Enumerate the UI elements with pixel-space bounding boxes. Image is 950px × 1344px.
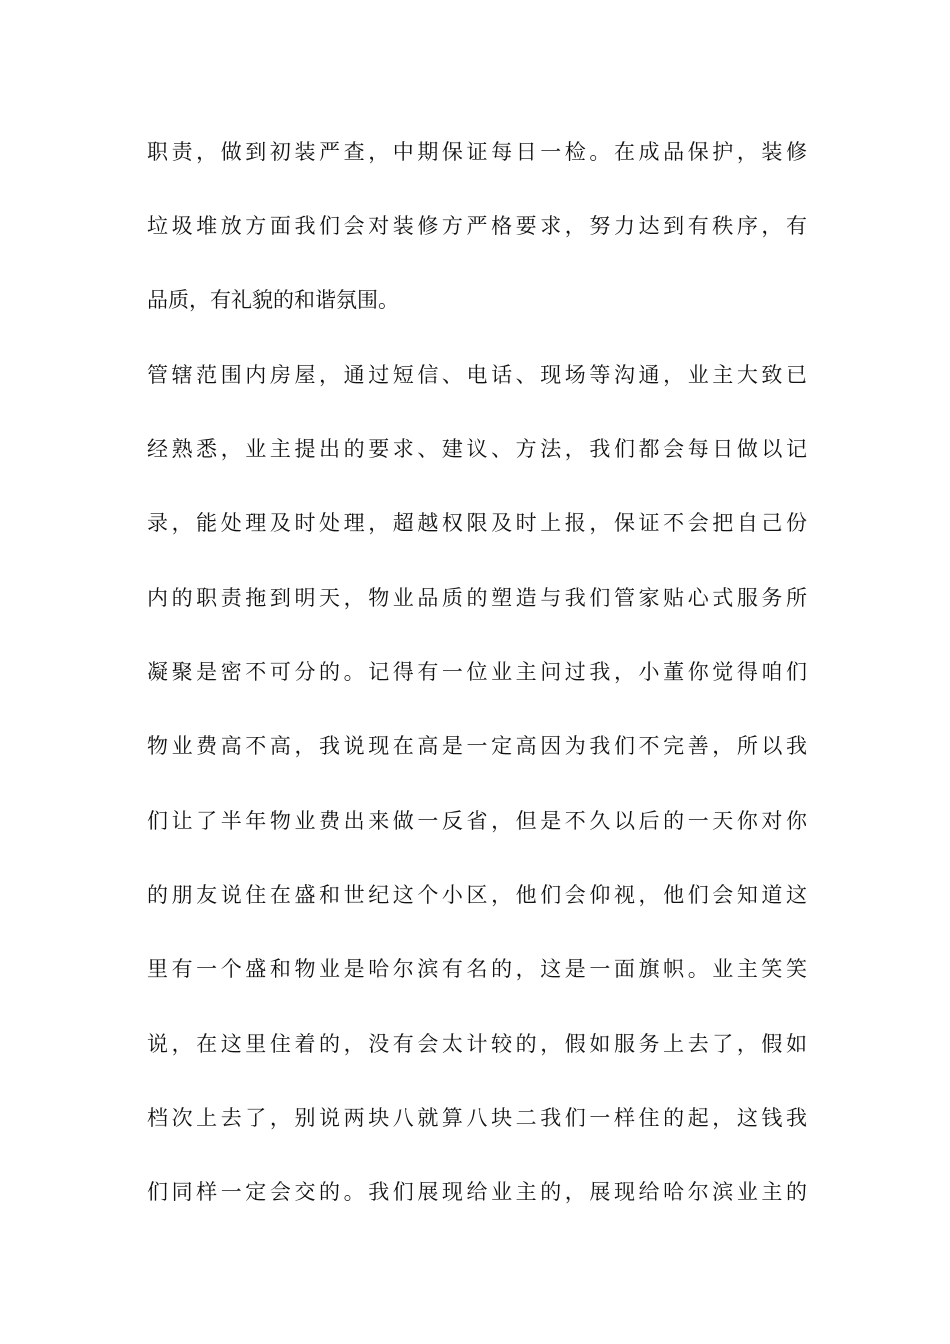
paragraph-line: 垃圾堆放方面我们会对装修方严格要求，努力达到有秩序，有 bbox=[147, 214, 807, 238]
paragraph-line: 们让了半年物业费出来做一反省，但是不久以后的一天你对你 bbox=[147, 809, 807, 833]
paragraph-line: 凝聚是密不可分的。记得有一位业主问过我，小董你觉得咱们 bbox=[147, 660, 807, 684]
paragraph-line: 品质，有礼貌的和谐氛围。 bbox=[147, 288, 399, 312]
paragraph-line: 的朋友说住在盛和世纪这个小区，他们会仰视，他们会知道这 bbox=[147, 883, 807, 907]
paragraph-line: 们同样一定会交的。我们展现给业主的，展现给哈尔滨业主的 bbox=[147, 1180, 807, 1204]
paragraph-line: 录，能处理及时处理，超越权限及时上报，保证不会把自己份 bbox=[147, 511, 807, 535]
paragraph-line: 档次上去了，别说两块八就算八块二我们一样住的起，这钱我 bbox=[147, 1106, 807, 1130]
paragraph-line: 物业费高不高，我说现在高是一定高因为我们不完善，所以我 bbox=[147, 734, 807, 758]
paragraph-line: 里有一个盛和物业是哈尔滨有名的，这是一面旗帜。业主笑笑 bbox=[147, 957, 807, 981]
paragraph-line: 说，在这里住着的，没有会太计较的，假如服务上去了，假如 bbox=[147, 1032, 807, 1056]
paragraph-line: 内的职责拖到明天，物业品质的塑造与我们管家贴心式服务所 bbox=[147, 586, 807, 610]
paragraph-line: 管辖范围内房屋，通过短信、电话、现场等沟通，业主大致已 bbox=[147, 363, 807, 387]
paragraph-line: 经熟悉，业主提出的要求、建议、方法，我们都会每日做以记 bbox=[147, 437, 807, 461]
paragraph-line: 职责，做到初装严查，中期保证每日一检。在成品保护，装修 bbox=[147, 140, 807, 164]
